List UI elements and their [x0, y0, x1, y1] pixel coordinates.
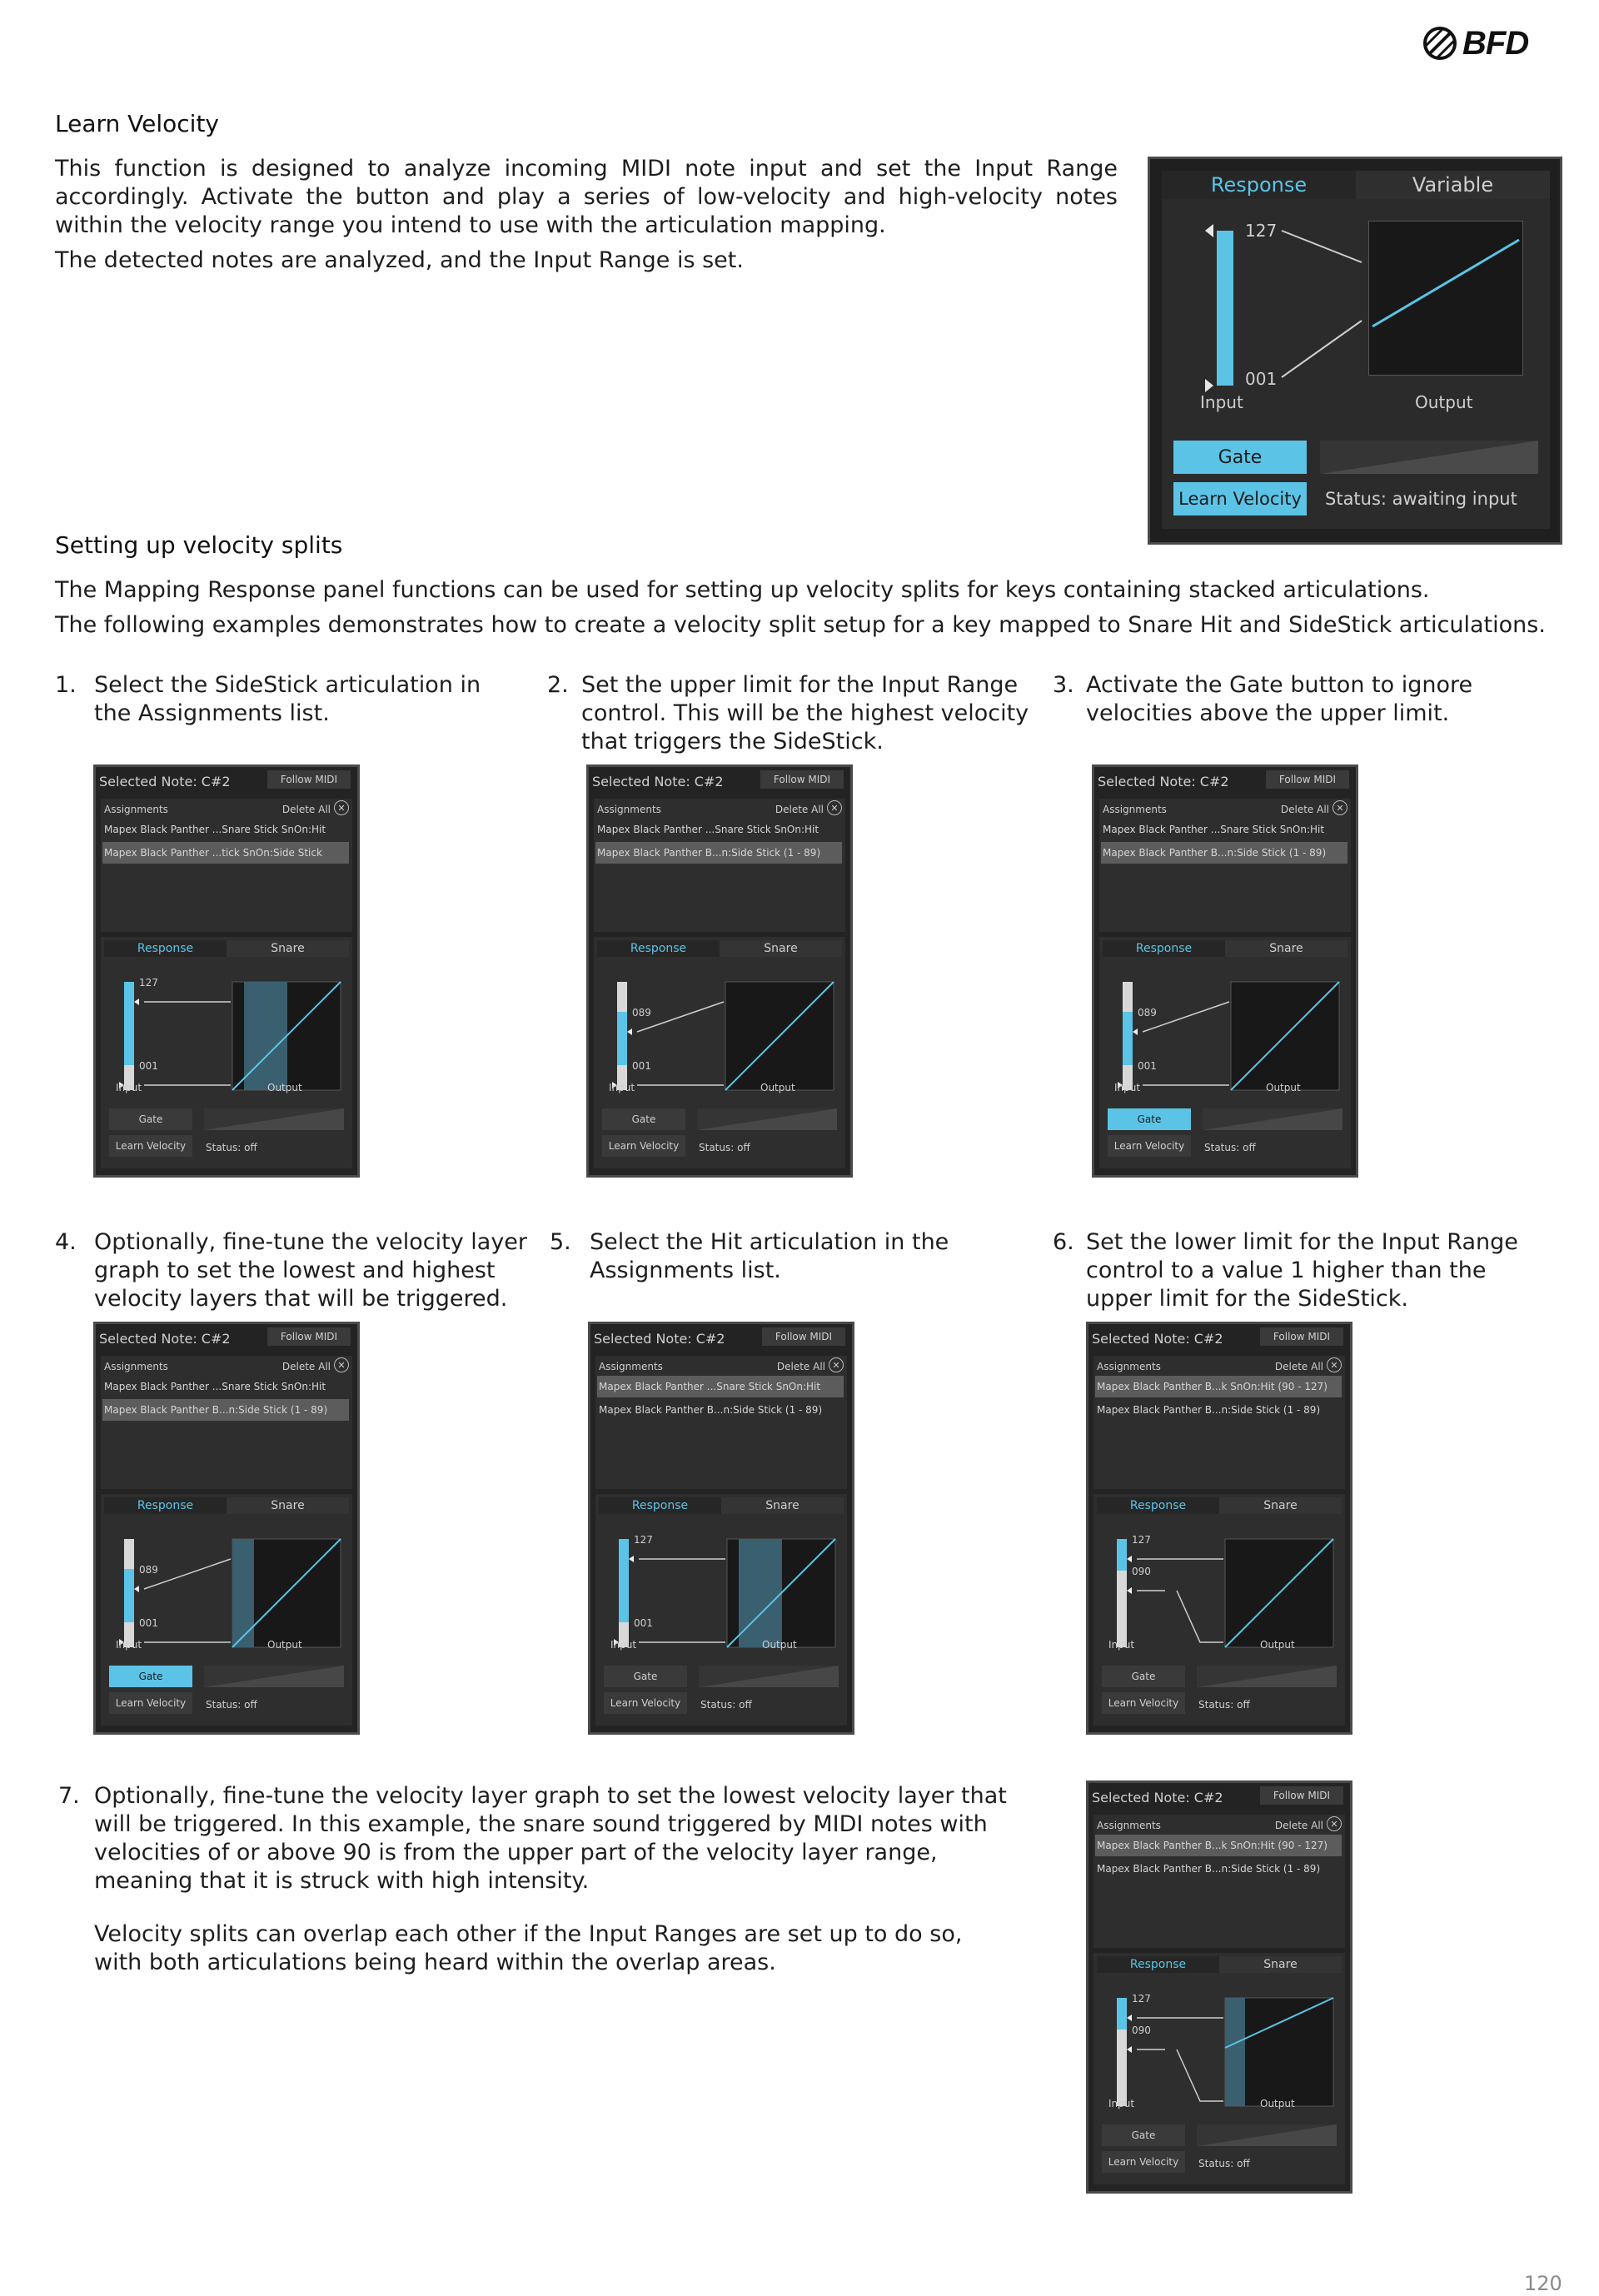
step-number: 4. — [55, 1229, 77, 1255]
gate-button[interactable]: Gate — [109, 1108, 192, 1130]
range-min-value: 001 — [139, 1060, 158, 1072]
input-label: Input — [116, 1639, 142, 1651]
close-icon[interactable]: ✕ — [1327, 1357, 1342, 1372]
assignments-list — [101, 1356, 352, 1489]
tab-snare[interactable]: Snare — [720, 940, 842, 957]
delete-all-button[interactable]: Delete All — [1274, 1820, 1323, 1831]
follow-midi-button[interactable]: Follow MIDI — [1266, 770, 1349, 789]
assignment-row[interactable]: Mapex Black Panther B...n:Side Stick (1 - 89) — [102, 1399, 349, 1421]
selected-note-label: Selected Note: C#2 — [594, 1331, 725, 1347]
assignments-list — [595, 1356, 847, 1489]
follow-midi-button[interactable]: Follow MIDI — [1260, 1327, 1343, 1346]
tab-snare[interactable]: Snare — [227, 940, 349, 957]
tab-response[interactable]: Response — [1097, 1956, 1219, 1973]
tab-response[interactable]: Response — [597, 940, 720, 957]
range-mid-value: 090 — [1132, 2025, 1151, 2036]
mapping-panel — [588, 1322, 854, 1735]
output-label: Output — [1260, 1639, 1295, 1651]
follow-midi-button[interactable]: Follow MIDI — [267, 1327, 351, 1346]
splits-para2: The following examples demonstrates how to create a velocity split setup for a key mapped to Snare Hit and SideStick articulations. — [55, 612, 1546, 638]
close-icon[interactable]: ✕ — [827, 800, 842, 815]
follow-midi-button[interactable]: Follow MIDI — [1260, 1786, 1343, 1805]
response-section — [101, 937, 352, 1168]
assignments-list — [1099, 799, 1351, 932]
tab-response[interactable]: Response — [104, 1497, 227, 1514]
status-text: Status: off — [206, 1699, 257, 1711]
assignment-row[interactable]: Mapex Black Panther B...n:Side Stick (1 - 89) — [599, 1404, 823, 1416]
response-section — [1093, 1494, 1345, 1726]
status-text: Status: awaiting input — [1325, 489, 1517, 509]
mapping-panel — [1086, 1781, 1352, 2194]
response-section — [594, 937, 845, 1168]
gate-button[interactable]: Gate — [1108, 1108, 1191, 1130]
learn-velocity-button[interactable]: Learn Velocity — [1102, 1692, 1185, 1714]
gate-ramp — [1320, 441, 1538, 474]
range-max-value: 127 — [1132, 1534, 1151, 1546]
section-heading-velocity-splits: Setting up velocity splits — [55, 531, 343, 559]
input-label: Input — [610, 1639, 637, 1651]
velocity-mapping-viz[interactable] — [594, 957, 845, 1098]
follow-midi-button[interactable]: Follow MIDI — [267, 770, 351, 789]
delete-all-button[interactable]: Delete All — [281, 804, 331, 815]
selected-note-label: Selected Note: C#2 — [592, 774, 724, 789]
range-mid-value: 089 — [139, 1564, 158, 1576]
gate-button[interactable]: Gate — [1173, 441, 1307, 474]
range-mid-value: 090 — [1132, 1566, 1151, 1577]
close-icon[interactable]: ✕ — [1332, 800, 1347, 815]
mapping-panel — [93, 765, 360, 1178]
assignment-row[interactable]: Mapex Black Panther B...n:Side Stick (1 - 89) — [1101, 842, 1347, 864]
assignments-list — [101, 799, 352, 932]
input-label: Input — [1108, 2098, 1135, 2109]
mapping-panel — [586, 765, 853, 1178]
velocity-layer-graph[interactable] — [1368, 221, 1523, 376]
response-section — [1099, 937, 1351, 1168]
step-text: Select the SideStick articulation in the Assignments list. — [94, 672, 481, 726]
output-label: Output — [1415, 392, 1473, 412]
learn-velocity-para2: The detected notes are analyzed, and the Input Range is set. — [55, 247, 744, 273]
step-text: Optionally, fine-tune the velocity layer graph to set the lowest and highest velocity layers that will be triggered. — [94, 1229, 528, 1312]
gate-button[interactable]: Gate — [1102, 2124, 1185, 2146]
step-text: Set the lower limit for the Input Range control to a value 1 higher than the upper limit for the SideStick. — [1086, 1229, 1518, 1312]
step-number: 1. — [55, 672, 77, 698]
mapping-panel — [1092, 765, 1358, 1178]
range-min-value: 001 — [1138, 1060, 1157, 1072]
input-label: Input — [1200, 392, 1243, 412]
tab-response[interactable]: Response — [599, 1497, 721, 1514]
assignment-row[interactable]: Mapex Black Panther ...Snare Stick SnOn:Hit — [1103, 824, 1325, 835]
velocity-mapping-viz[interactable] — [101, 1514, 352, 1656]
selected-note-label: Selected Note: C#2 — [1092, 1790, 1223, 1805]
response-panel-large — [1148, 157, 1562, 545]
delete-all-button[interactable]: Delete All — [776, 1361, 825, 1372]
tab-response[interactable]: Response — [1103, 940, 1225, 957]
step-text: Select the Hit articulation in the Assignments list. — [590, 1229, 949, 1283]
learn-velocity-body — [55, 155, 1118, 275]
page-number: 120 — [1524, 2272, 1562, 2295]
assignment-row[interactable]: Mapex Black Panther ...Snare Stick SnOn:Hit — [597, 824, 819, 835]
close-icon[interactable]: ✕ — [334, 800, 349, 815]
learn-velocity-button[interactable]: Learn Velocity — [1102, 2151, 1185, 2173]
range-max-value: 127 — [139, 977, 158, 989]
assignments-label: Assignments — [599, 1361, 663, 1372]
logo-text: BFD — [1462, 24, 1529, 62]
range-max-value: 127 — [1132, 1993, 1151, 2005]
gate-button[interactable]: Gate — [604, 1666, 687, 1687]
tab-snare[interactable]: Snare — [1219, 1956, 1342, 1973]
gate-ramp — [697, 1108, 837, 1130]
input-label: Input — [1114, 1082, 1141, 1093]
response-section — [595, 1494, 847, 1726]
delete-all-button[interactable]: Delete All — [1274, 1361, 1323, 1372]
velocity-mapping-viz[interactable] — [1099, 957, 1351, 1098]
assignment-row[interactable]: Mapex Black Panther ...Snare Stick SnOn:Hit — [597, 1376, 844, 1397]
response-section — [1093, 1953, 1345, 2184]
step-text: Optionally, fine-tune the velocity layer graph to set the lowest velocity layer that will be triggered. In this example, the snare sound triggered by MIDI notes with velocities of or above 90 is from the upper part of the velocity layer range, meaning that it is struck with high intensity. — [94, 1783, 1007, 1894]
tab-snare[interactable]: Snare — [1219, 1497, 1342, 1514]
step-text: Set the upper limit for the Input Range control. This will be the highest velocity that triggers the SideStick. — [581, 672, 1029, 755]
learn-velocity-button[interactable]: Learn Velocity — [1173, 482, 1307, 515]
range-max-value: 127 — [1245, 221, 1278, 241]
assignments-label: Assignments — [104, 804, 168, 815]
tab-variable[interactable]: Variable — [1356, 171, 1550, 199]
tab-response[interactable]: Response — [104, 940, 227, 957]
step-number: 6. — [1053, 1229, 1074, 1255]
assignment-row[interactable]: Mapex Black Panther B...n:Side Stick (1 - 89) — [1097, 1404, 1321, 1416]
learn-velocity-button[interactable]: Learn Velocity — [602, 1135, 685, 1157]
learn-velocity-para1: This function is designed to analyze incoming MIDI note input and set the Input Range accordingly. Activate the button and play a series of low-velocity and high-velocity notes within the velocity range you intend to use with the articulation mapping. — [55, 156, 1118, 238]
response-section — [101, 1494, 352, 1726]
follow-midi-button[interactable]: Follow MIDI — [762, 1327, 845, 1346]
gate-button[interactable]: Gate — [109, 1666, 192, 1687]
learn-velocity-button[interactable]: Learn Velocity — [604, 1692, 687, 1714]
learn-velocity-button[interactable]: Learn Velocity — [109, 1692, 192, 1714]
range-min-value: 001 — [632, 1060, 651, 1072]
status-text: Status: off — [700, 1699, 752, 1711]
tab-response[interactable]: Response — [1097, 1497, 1219, 1514]
delete-all-button[interactable]: Delete All — [775, 804, 824, 815]
input-label: Input — [1108, 1639, 1135, 1651]
gate-button[interactable]: Gate — [602, 1108, 685, 1130]
output-label: Output — [1266, 1082, 1301, 1093]
selected-note-label: Selected Note: C#2 — [99, 1331, 231, 1347]
close-icon[interactable]: ✕ — [334, 1357, 349, 1372]
assignment-row[interactable]: Mapex Black Panther B...n:Side Stick (1 - 89) — [1097, 1863, 1321, 1875]
status-text: Status: off — [699, 1142, 750, 1153]
range-min-value: 001 — [139, 1617, 158, 1629]
selected-note-label: Selected Note: C#2 — [1092, 1331, 1223, 1347]
assignment-row[interactable]: Mapex Black Panther ...Snare Stick SnOn:Hit — [104, 824, 326, 835]
splits-para1: The Mapping Response panel functions can be used for setting up velocity splits for keys containing stacked articulations. — [55, 577, 1430, 603]
bfd-logo-icon — [1422, 26, 1457, 61]
assignments-list — [1093, 1815, 1345, 1948]
assignments-list — [594, 799, 845, 932]
step7-extra-text: Velocity splits can overlap each other if the Input Ranges are set up to do so, with both articulations being heard within the overlap areas. — [94, 1921, 963, 1975]
output-label: Output — [762, 1639, 797, 1651]
assignment-row[interactable]: Mapex Black Panther B...k SnOn:Hit (90 - 127) — [1095, 1835, 1342, 1856]
section-heading-learn-velocity: Learn Velocity — [55, 110, 219, 137]
step-number: 5. — [550, 1229, 571, 1255]
range-min-value: 001 — [1245, 369, 1278, 389]
assignments-list — [1093, 1356, 1345, 1489]
assignments-label: Assignments — [104, 1361, 168, 1372]
bfd-logo — [1422, 25, 1564, 62]
status-text: Status: off — [1204, 1142, 1256, 1153]
range-max-value: 127 — [634, 1534, 653, 1546]
step-text: Activate the Gate button to ignore velocities above the upper limit. — [1086, 672, 1473, 726]
output-label: Output — [267, 1082, 302, 1093]
range-mid-value: 089 — [1138, 1007, 1157, 1019]
delete-all-button[interactable]: Delete All — [281, 1361, 331, 1372]
learn-velocity-button[interactable]: Learn Velocity — [109, 1135, 192, 1157]
assignments-label: Assignments — [1097, 1361, 1161, 1372]
status-text: Status: off — [1198, 1699, 1250, 1711]
range-mid-value: 089 — [632, 1007, 651, 1019]
learn-velocity-button[interactable]: Learn Velocity — [1108, 1135, 1191, 1157]
mapping-panel — [1086, 1322, 1352, 1735]
gate-button[interactable]: Gate — [1102, 1666, 1185, 1687]
assignment-row[interactable]: Mapex Black Panther B...n:Side Stick (1 - 89) — [595, 842, 842, 864]
close-icon[interactable]: ✕ — [1327, 1816, 1342, 1831]
selected-note-label: Selected Note: C#2 — [99, 774, 231, 789]
gate-ramp — [699, 1666, 839, 1687]
gate-ramp — [204, 1666, 344, 1687]
tab-snare[interactable]: Snare — [1225, 940, 1347, 957]
output-label: Output — [267, 1639, 302, 1651]
status-text: Status: off — [1198, 2158, 1250, 2169]
assignments-label: Assignments — [1097, 1820, 1161, 1831]
assignments-label: Assignments — [597, 804, 661, 815]
mapping-panel — [93, 1322, 360, 1735]
close-icon[interactable]: ✕ — [829, 1357, 844, 1372]
output-label: Output — [1260, 2098, 1295, 2109]
assignments-label: Assignments — [1103, 804, 1167, 815]
status-text: Status: off — [206, 1142, 257, 1153]
gate-ramp — [204, 1108, 344, 1130]
tab-snare[interactable]: Snare — [227, 1497, 349, 1514]
step-number: 2. — [547, 672, 569, 698]
input-label: Input — [116, 1082, 142, 1093]
selected-note-label: Selected Note: C#2 — [1098, 774, 1229, 789]
input-label: Input — [609, 1082, 635, 1093]
step-number: 7. — [58, 1783, 80, 1809]
assignment-row[interactable]: Mapex Black Panther B...k SnOn:Hit (90 - 127) — [1095, 1376, 1342, 1397]
gate-ramp — [1203, 1108, 1342, 1130]
assignment-row[interactable]: Mapex Black Panther ...tick SnOn:Side Stick — [102, 842, 349, 864]
gate-ramp — [1197, 1666, 1337, 1687]
step-number: 3. — [1053, 672, 1074, 698]
follow-midi-button[interactable]: Follow MIDI — [760, 770, 844, 789]
delete-all-button[interactable]: Delete All — [1280, 804, 1329, 815]
gate-ramp — [1197, 2124, 1337, 2146]
tab-snare[interactable]: Snare — [721, 1497, 844, 1514]
range-min-value: 001 — [634, 1617, 653, 1629]
output-label: Output — [760, 1082, 795, 1093]
assignment-row[interactable]: Mapex Black Panther ...Snare Stick SnOn:Hit — [104, 1381, 326, 1392]
tab-response[interactable]: Response — [1162, 171, 1356, 199]
